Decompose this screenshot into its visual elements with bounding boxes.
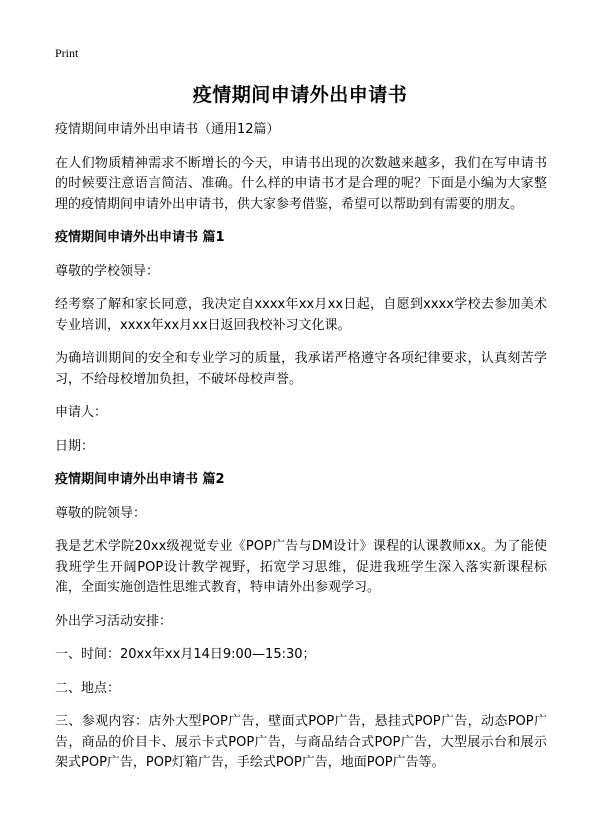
section-heading: 疫情期间申请外出申请书 篇1 <box>55 230 225 245</box>
document-title: 疫情期间申请外出申请书 <box>192 84 408 106</box>
document-body <box>55 120 547 787</box>
document-subtitle: 疫情期间申请外出申请书（通用12篇） <box>55 122 280 137</box>
schedule-item: 二、地点： <box>55 680 121 696</box>
section-heading: 疫情期间申请外出申请书 篇2 <box>55 472 225 487</box>
schedule-item: 一、时间：20xx年xx月14日9:00—15:30； <box>55 647 316 662</box>
salutation: 尊敬的院领导： <box>55 505 147 521</box>
print-link[interactable]: Print <box>55 46 79 60</box>
date-line: 日期： <box>55 438 95 454</box>
applicant-line: 申请人： <box>55 405 108 420</box>
schedule-item: 三、参观内容：店外大型POP广告，壁面式POP广告，悬挂式POP广告，动态POP广告，商品的价目卡、展示卡式POP广告，与商品结合式POP广告，大型展示台和展示架式POP广告，POP灯箱广告，手绘式POP广告，地面POP广告等。 <box>55 714 547 770</box>
body-paragraph: 我是艺术学院20xx级视觉专业《POP广告与DM设计》课程的认课教师xx。为了能使我班学生开阔POP设计教学视野，拓宽学习思维，促进我班学生深入落实新课程标准，全面实施创造性思维式教育，特申请外出参观学习。 <box>55 539 547 595</box>
intro-paragraph: 在人们物质精神需求不断增长的今天，申请书出现的次数越来越多，我们在写申请书的时候要注意语言简洁、准确。什么样的申请书才是合理的呢？下面是小编为大家整理的疫情期间申请外出申请书，供大家参考借鉴，希望可以帮助到有需要的朋友。 <box>55 155 547 212</box>
body-paragraph: 为确培训期间的安全和专业学习的质量，我承诺严格遵守各项纪律要求，认真刻苦学习，不给母校增加负担，不破坏母校声誉。 <box>55 351 547 387</box>
schedule-heading: 外出学习活动安排： <box>55 613 173 629</box>
body-paragraph: 经考察了解和家长同意，我决定自xxxx年xx月xx日起，自愿到xxxx学校去参加美术专业培训，xxxx年xx月xx日返回我校补习文化课。 <box>55 297 547 333</box>
salutation: 尊敬的学校领导： <box>55 263 160 279</box>
